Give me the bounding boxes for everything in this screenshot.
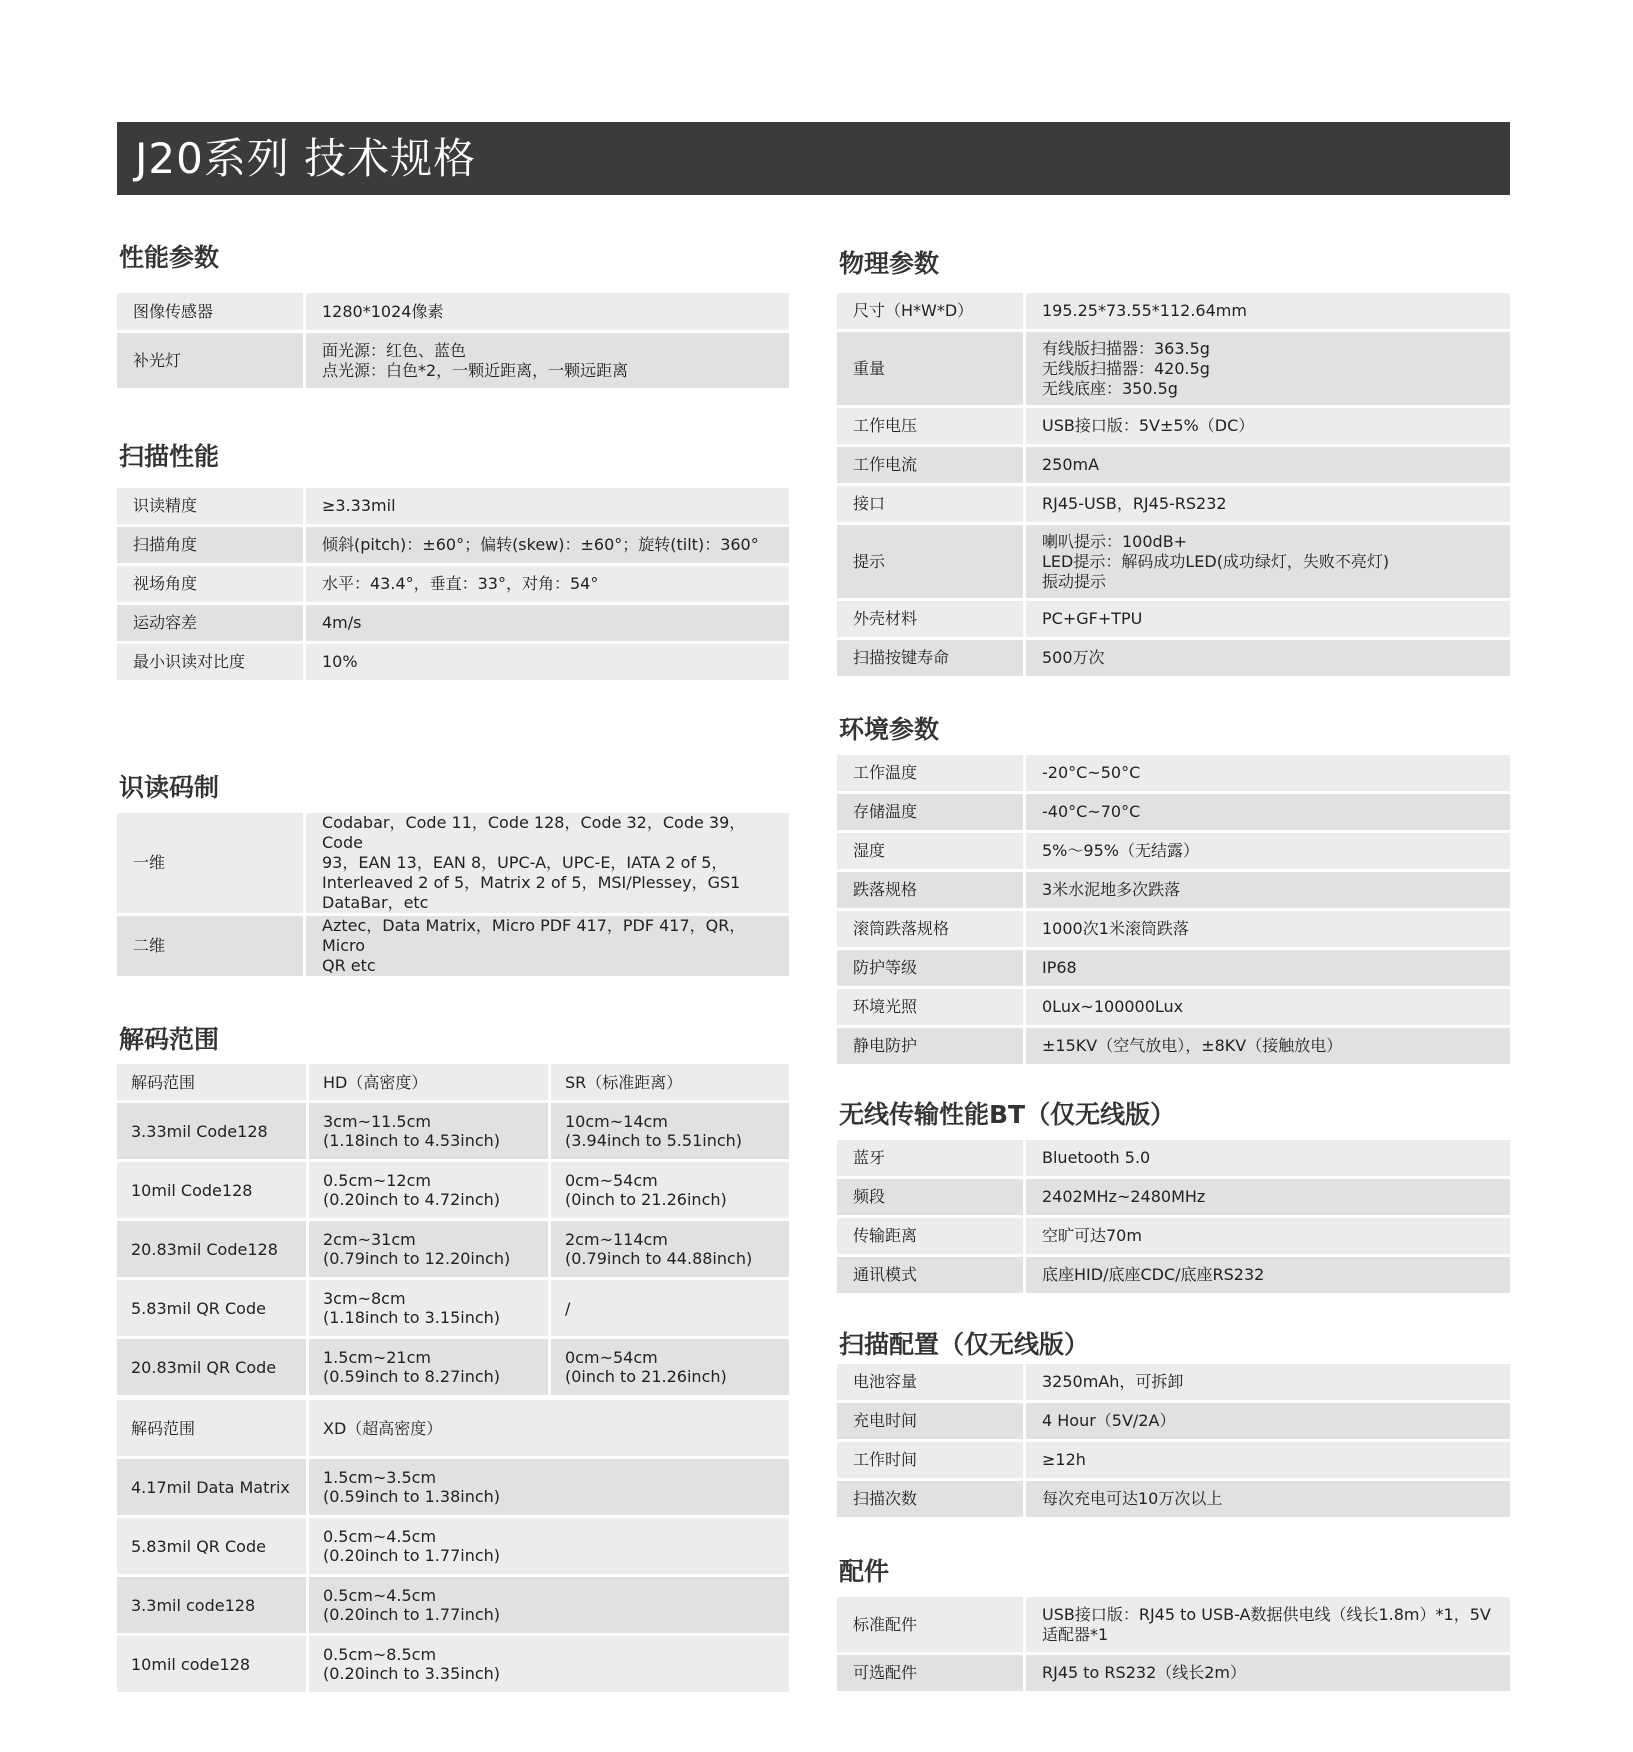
decode-cell: 2cm~31cm (0.79inch to 12.20inch) bbox=[306, 1221, 548, 1277]
accessories-key: 可选配件 bbox=[837, 1655, 1026, 1691]
physical-value: 有线版扫描器：363.5g 无线版扫描器：420.5g 无线底座：350.5g bbox=[1026, 332, 1510, 405]
environment-key: 环境光照 bbox=[837, 989, 1026, 1025]
decode-cell: / bbox=[548, 1280, 789, 1336]
wireless-key: 传输距离 bbox=[837, 1218, 1026, 1254]
wireless-key: 蓝牙 bbox=[837, 1140, 1026, 1176]
physical-key: 提示 bbox=[837, 525, 1026, 598]
scan-config-key: 充电时间 bbox=[837, 1403, 1026, 1439]
physical-value: 250mA bbox=[1026, 447, 1510, 483]
symbologies-table bbox=[117, 810, 789, 979]
page-title: J20系列 技术规格 bbox=[117, 122, 1510, 195]
decode-cell: 20.83mil QR Code bbox=[117, 1339, 306, 1395]
wireless-value: 2402MHz~2480MHz bbox=[1026, 1179, 1510, 1215]
physical-value: USB接口版：5V±5%（DC） bbox=[1026, 408, 1510, 444]
environment-key: 防护等级 bbox=[837, 950, 1026, 986]
scan-performance-value: 水平：43.4°，垂直：33°，对角：54° bbox=[306, 566, 789, 602]
section-title-performance: 性能参数 bbox=[119, 243, 220, 272]
wireless-key: 通讯模式 bbox=[837, 1257, 1026, 1293]
decode-cell: 3cm~11.5cm (1.18inch to 4.53inch) bbox=[306, 1103, 548, 1159]
environment-value: 5%～95%（无结露） bbox=[1026, 833, 1510, 869]
decode-header-cell: 解码范围 bbox=[117, 1064, 306, 1100]
accessories-value: RJ45 to RS232（线长2m） bbox=[1026, 1655, 1510, 1691]
environment-key: 跌落规格 bbox=[837, 872, 1026, 908]
decode-cell: 0cm~54cm (0inch to 21.26inch) bbox=[548, 1339, 789, 1395]
scan-performance-value: 4m/s bbox=[306, 605, 789, 641]
environment-key: 静电防护 bbox=[837, 1028, 1026, 1064]
environment-table bbox=[837, 752, 1510, 1067]
decode-xd-cell: 0.5cm~4.5cm (0.20inch to 1.77inch) bbox=[306, 1577, 789, 1633]
decode-cell: 3cm~8cm (1.18inch to 3.15inch) bbox=[306, 1280, 548, 1336]
environment-value: -40°C~70°C bbox=[1026, 794, 1510, 830]
environment-value: -20°C~50°C bbox=[1026, 755, 1510, 791]
environment-value: ±15KV（空气放电），±8KV（接触放电） bbox=[1026, 1028, 1510, 1064]
environment-value: IP68 bbox=[1026, 950, 1510, 986]
decode-range-xd-table bbox=[117, 1397, 789, 1695]
environment-value: 1000次1米滚筒跌落 bbox=[1026, 911, 1510, 947]
environment-key: 工作温度 bbox=[837, 755, 1026, 791]
physical-key: 扫描按键寿命 bbox=[837, 640, 1026, 676]
scan-performance-key: 运动容差 bbox=[117, 605, 306, 641]
decode-cell: 0cm~54cm (0inch to 21.26inch) bbox=[548, 1162, 789, 1218]
performance-key: 图像传感器 bbox=[117, 293, 306, 330]
symbologies-value: Aztec，Data Matrix，Micro PDF 417，PDF 417，QR，Micro QR etc bbox=[306, 916, 789, 976]
decode-cell: 0.5cm~12cm (0.20inch to 4.72inch) bbox=[306, 1162, 548, 1218]
decode-cell: 1.5cm~21cm (0.59inch to 8.27inch) bbox=[306, 1339, 548, 1395]
physical-value: 195.25*73.55*112.64mm bbox=[1026, 293, 1510, 329]
section-title-environment: 环境参数 bbox=[839, 715, 940, 744]
scan-performance-value: 倾斜(pitch)：±60°；偏转(skew)：±60°；旋转(tilt)：360° bbox=[306, 527, 789, 563]
wireless-table bbox=[837, 1137, 1510, 1296]
accessories-key: 标准配件 bbox=[837, 1597, 1026, 1652]
symbologies-key: 二维 bbox=[117, 916, 306, 976]
scan-config-value: 4 Hour（5V/2A） bbox=[1026, 1403, 1510, 1439]
decode-xd-cell: 10mil code128 bbox=[117, 1636, 306, 1692]
accessories-table bbox=[837, 1594, 1510, 1694]
physical-table bbox=[837, 290, 1510, 679]
symbologies-value: Codabar，Code 11，Code 128，Code 32，Code 39，Code 93，EAN 13，EAN 8，UPC-A，UPC-E，IATA 2 of 5， Interleaved 2 of 5，Matrix 2 of 5，MSI/Plessey，GS1 DataBar，etc bbox=[306, 813, 789, 913]
decode-xd-header-cell: 解码范围 bbox=[117, 1400, 306, 1456]
scan-performance-value: 10% bbox=[306, 644, 789, 680]
physical-value: PC+GF+TPU bbox=[1026, 601, 1510, 637]
scan-performance-key: 最小识读对比度 bbox=[117, 644, 306, 680]
physical-key: 工作电流 bbox=[837, 447, 1026, 483]
decode-cell: 3.33mil Code128 bbox=[117, 1103, 306, 1159]
wireless-value: Bluetooth 5.0 bbox=[1026, 1140, 1510, 1176]
decode-xd-cell: 0.5cm~4.5cm (0.20inch to 1.77inch) bbox=[306, 1518, 789, 1574]
physical-key: 重量 bbox=[837, 332, 1026, 405]
section-title-scan-config: 扫描配置（仅无线版） bbox=[839, 1330, 1090, 1359]
physical-key: 外壳材料 bbox=[837, 601, 1026, 637]
decode-cell: 5.83mil QR Code bbox=[117, 1280, 306, 1336]
physical-key: 接口 bbox=[837, 486, 1026, 522]
decode-xd-cell: 1.5cm~3.5cm (0.59inch to 1.38inch) bbox=[306, 1459, 789, 1515]
physical-value: 500万次 bbox=[1026, 640, 1510, 676]
performance-table bbox=[117, 290, 789, 391]
decode-xd-cell: 4.17mil Data Matrix bbox=[117, 1459, 306, 1515]
decode-xd-cell: 3.3mil code128 bbox=[117, 1577, 306, 1633]
scan-performance-key: 视场角度 bbox=[117, 566, 306, 602]
section-title-symbologies: 识读码制 bbox=[119, 773, 220, 802]
performance-value: 1280*1024像素 bbox=[306, 293, 789, 330]
scan-performance-key: 扫描角度 bbox=[117, 527, 306, 563]
decode-range-table bbox=[117, 1061, 789, 1398]
wireless-value: 空旷可达70m bbox=[1026, 1218, 1510, 1254]
environment-value: 0Lux~100000Lux bbox=[1026, 989, 1510, 1025]
scan-config-key: 工作时间 bbox=[837, 1442, 1026, 1478]
accessories-value: USB接口版：RJ45 to USB-A数据供电线（线长1.8m）*1，5V 适配器*1 bbox=[1026, 1597, 1510, 1652]
scan-config-value: 每次充电可达10万次以上 bbox=[1026, 1481, 1510, 1517]
decode-cell: 10mil Code128 bbox=[117, 1162, 306, 1218]
environment-value: 3米水泥地多次跌落 bbox=[1026, 872, 1510, 908]
scan-performance-value: ≥3.33mil bbox=[306, 488, 789, 524]
decode-xd-cell: 5.83mil QR Code bbox=[117, 1518, 306, 1574]
symbologies-key: 一维 bbox=[117, 813, 306, 913]
performance-value: 面光源：红色、蓝色 点光源：白色*2，一颗近距离，一颗远距离 bbox=[306, 333, 789, 388]
decode-cell: 2cm~114cm (0.79inch to 44.88inch) bbox=[548, 1221, 789, 1277]
decode-header-cell: SR（标准距离） bbox=[548, 1064, 789, 1100]
physical-key: 尺寸（H*W*D） bbox=[837, 293, 1026, 329]
scan-config-table bbox=[837, 1361, 1510, 1520]
decode-cell: 10cm~14cm (3.94inch to 5.51inch) bbox=[548, 1103, 789, 1159]
scan-config-value: 3250mAh，可拆卸 bbox=[1026, 1364, 1510, 1400]
wireless-key: 频段 bbox=[837, 1179, 1026, 1215]
scan-performance-table bbox=[117, 485, 789, 683]
scan-config-key: 电池容量 bbox=[837, 1364, 1026, 1400]
decode-cell: 20.83mil Code128 bbox=[117, 1221, 306, 1277]
section-title-wireless: 无线传输性能BT（仅无线版） bbox=[839, 1100, 1176, 1129]
section-title-scan-performance: 扫描性能 bbox=[119, 442, 220, 471]
environment-key: 滚筒跌落规格 bbox=[837, 911, 1026, 947]
physical-value: 喇叭提示：100dB+ LED提示：解码成功LED(成功绿灯，失败不亮灯) 振动提示 bbox=[1026, 525, 1510, 598]
environment-key: 存储温度 bbox=[837, 794, 1026, 830]
section-title-accessories: 配件 bbox=[839, 1557, 890, 1586]
scan-config-key: 扫描次数 bbox=[837, 1481, 1026, 1517]
decode-xd-cell: 0.5cm~8.5cm (0.20inch to 3.35inch) bbox=[306, 1636, 789, 1692]
decode-xd-header-cell: XD（超高密度） bbox=[306, 1400, 789, 1456]
section-title-physical: 物理参数 bbox=[839, 249, 940, 278]
physical-key: 工作电压 bbox=[837, 408, 1026, 444]
wireless-value: 底座HID/底座CDC/底座RS232 bbox=[1026, 1257, 1510, 1293]
section-title-decode-range: 解码范围 bbox=[119, 1025, 220, 1054]
scan-config-value: ≥12h bbox=[1026, 1442, 1510, 1478]
environment-key: 湿度 bbox=[837, 833, 1026, 869]
decode-header-cell: HD（高密度） bbox=[306, 1064, 548, 1100]
scan-performance-key: 识读精度 bbox=[117, 488, 306, 524]
performance-key: 补光灯 bbox=[117, 333, 306, 388]
physical-value: RJ45-USB，RJ45-RS232 bbox=[1026, 486, 1510, 522]
